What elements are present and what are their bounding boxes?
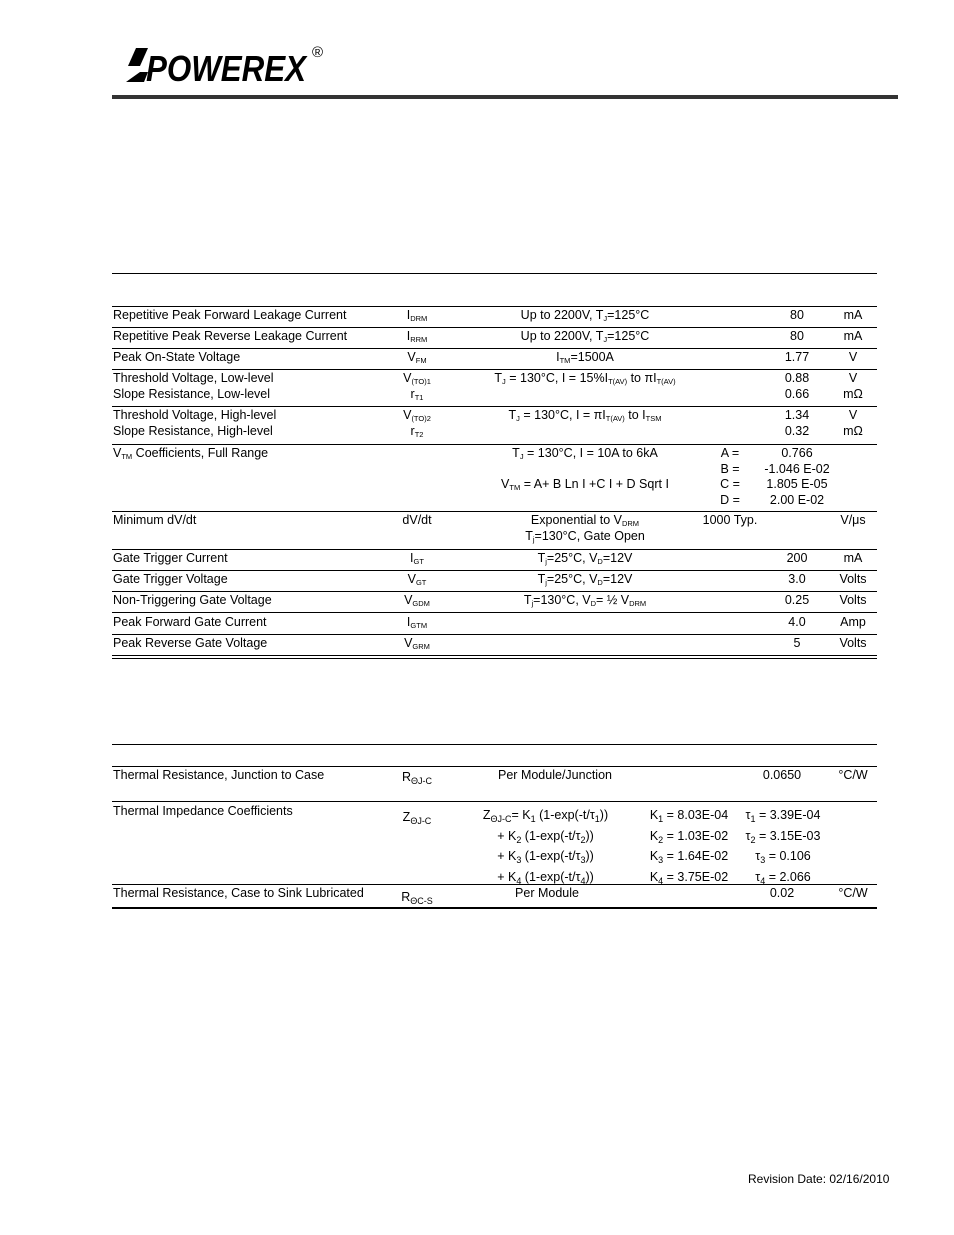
param-name: Gate Trigger Current: [113, 551, 228, 565]
value: 0.25: [784, 593, 810, 607]
condition: $T_J = 130^\circ C$, I = 10A to 6kA: [512, 446, 658, 461]
value: 0.32: [784, 424, 810, 438]
condition: Up to 2200V, $T_J=125^\circ C$: [520, 308, 650, 323]
coefficient-value: 0.766: [781, 446, 813, 460]
coefficient-value: 2.00 E-02: [769, 492, 825, 507]
row-divider: [112, 406, 877, 407]
symbol: $V_{GRM}$: [404, 636, 430, 651]
row-divider: [112, 612, 877, 613]
unit: mΩ: [843, 424, 863, 438]
revision-date: Revision Date: 02/16/2010: [748, 1172, 890, 1186]
symbol: $R_{\Theta C-S}$: [401, 890, 433, 906]
tau-coefficient: $\tau_3 = 0.106$: [755, 849, 811, 865]
unit: Volts: [839, 572, 867, 586]
coefficient-label: C =: [720, 477, 740, 491]
powerex-logo: [126, 46, 310, 84]
condition: $T_j=130^\circ C$, Gate Open: [525, 529, 645, 544]
symbol: $V_{FM}$: [407, 350, 427, 365]
param-name: Gate Trigger Voltage: [113, 572, 228, 586]
row-divider: [112, 327, 877, 328]
row-divider: [112, 444, 877, 445]
row-divider: [112, 801, 877, 802]
k-coefficient: $K_4 = 3.75E-02$: [649, 869, 729, 886]
k-coefficient: $K_1 = 8.03E-04$: [649, 808, 729, 824]
tau-coefficient: $\tau_4 = 2.066$: [755, 869, 811, 886]
header-rule: [112, 95, 898, 99]
param-name: Peak Forward Gate Current: [113, 615, 267, 629]
row-divider: [112, 658, 877, 659]
coefficient-label: B =: [720, 461, 740, 476]
row-divider: [112, 744, 877, 745]
symbol: $I_{DRM}$: [406, 308, 428, 323]
unit: Amp: [840, 615, 866, 629]
k-coefficient: $K_3 = 1.64E-02$: [649, 849, 729, 865]
param-name: Thermal Resistance, Junction to Case: [113, 768, 325, 782]
param-name: Minimum dV/dt: [113, 513, 197, 527]
condition: $T_J = 130^\circ C$, $I = 15\%I_{T(AV)}$ to $\pi I_{T(AV)}$: [494, 371, 676, 386]
symbol: $I_{GT}$: [410, 551, 424, 566]
value: 5: [793, 636, 801, 650]
row-divider: [112, 766, 877, 767]
row-divider: [112, 511, 877, 512]
symbol: $V_{(TO)1}$: [403, 371, 431, 386]
impedance-expression: + $K_4$ $(1-\exp(-t/\tau_4))$: [497, 869, 594, 886]
table-rule: [112, 273, 877, 274]
unit: °C/W: [838, 768, 868, 782]
condition: $T_j=130^\circ C$, $V_D=$ ½ $V_{DRM}$: [523, 593, 647, 608]
condition: Exponential to $V_{DRM}$: [530, 513, 640, 528]
coefficient-value: 1.805 E-05: [766, 477, 828, 491]
logo-text: POWEREX: [146, 48, 308, 84]
row-divider: [112, 306, 877, 307]
value: 1.34: [784, 408, 810, 422]
condition: Up to 2200V, $T_J=125^\circ C$: [520, 329, 650, 344]
param-name: Peak On-State Voltage: [113, 350, 241, 364]
param-name: $V_{TM}$ Coefficients, Full Range: [113, 446, 269, 461]
param-name: Slope Resistance, Low-level: [113, 387, 271, 401]
unit: Volts: [839, 593, 867, 607]
param-name: Non-Triggering Gate Voltage: [113, 593, 272, 607]
row-divider: [112, 570, 877, 571]
value: 0.02: [769, 886, 795, 900]
symbol: $V_{GT}$: [407, 572, 427, 587]
symbol: $I_{GTM}$: [406, 615, 428, 630]
value: 200: [786, 551, 808, 565]
coefficient-value: -1.046 E-02: [764, 461, 830, 476]
coefficient-label: A =: [720, 446, 740, 460]
unit: Volts: [839, 636, 867, 650]
row-divider: [112, 549, 877, 550]
unit: V: [848, 408, 858, 422]
symbol: $R_{\Theta J-C}$: [401, 770, 433, 786]
symbol: $V_{GDM}$: [404, 593, 430, 608]
condition: $T_j=25^\circ C$, $V_D=12V$: [537, 572, 633, 587]
value: 1.77: [784, 350, 810, 364]
impedance-expression: + $K_3$ $(1-\exp(-t/\tau_3))$: [497, 849, 594, 865]
row-divider: [112, 591, 877, 592]
row-divider: [112, 369, 877, 370]
unit: °C/W: [838, 886, 868, 900]
row-divider: [112, 655, 877, 656]
condition: Per Module: [515, 886, 579, 900]
tau-coefficient: $\tau_2 = 3.15E-03$: [745, 828, 821, 845]
param-name: Thermal Impedance Coefficients: [113, 804, 293, 818]
unit: mΩ: [843, 387, 863, 401]
condition: $I_{TM}=1500A$: [556, 350, 614, 365]
unit: V/μs: [840, 513, 866, 527]
symbol: dV/dt: [402, 513, 432, 527]
row-divider: [112, 634, 877, 635]
symbol: $Z_{\Theta J-C}$: [402, 810, 432, 826]
impedance-expression: $Z_{\Theta J-C}= K_1$ $(1-\exp(-t/\tau_1))$: [482, 808, 609, 824]
value: 4.0: [788, 615, 806, 629]
unit: mA: [843, 329, 863, 343]
unit: mA: [843, 308, 863, 322]
condition: $T_J = 130^\circ C$, $I = \pi I_{T(AV)}$ to $I_{TSM}$: [508, 408, 662, 423]
param-name: Slope Resistance, High-level: [113, 424, 273, 438]
param-name: Threshold Voltage, High-level: [113, 408, 277, 422]
coefficient-label: D =: [720, 492, 740, 507]
param-name: Repetitive Peak Reverse Leakage Current: [113, 329, 348, 343]
condition: $V_{TM} = A+ B$ Ln I +C I + D Sqrt I: [501, 477, 669, 492]
registered-mark: ®: [312, 44, 324, 61]
value: 3.0: [788, 572, 806, 586]
row-divider: [112, 907, 877, 909]
condition: $T_j=25^\circ C$, $V_D=12V$: [537, 551, 633, 566]
param-name: Peak Reverse Gate Voltage: [113, 636, 268, 650]
impedance-expression: + $K_2$ $(1-\exp(-t/\tau_2))$: [497, 828, 594, 845]
typical-value: 1000 Typ.: [702, 513, 758, 527]
k-coefficient: $K_2 = 1.03E-02$: [649, 828, 729, 845]
symbol: $I_{RRM}$: [406, 329, 428, 344]
param-name: Thermal Resistance, Case to Sink Lubricated: [113, 886, 364, 900]
unit: V: [848, 350, 858, 364]
value: 80: [790, 308, 804, 322]
unit: mA: [843, 551, 863, 565]
param-name: Threshold Voltage, Low-level: [113, 371, 274, 385]
condition: Per Module/Junction: [498, 768, 612, 782]
symbol: $r_{T1}$: [410, 387, 424, 402]
tau-coefficient: $\tau_1 = 3.39E-04$: [745, 808, 821, 824]
param-name: Repetitive Peak Forward Leakage Current: [113, 308, 347, 322]
value: 80: [790, 329, 804, 343]
value: 0.0650: [762, 768, 802, 782]
symbol: $r_{T2}$: [410, 424, 424, 439]
unit: V: [848, 371, 858, 385]
value: 0.66: [784, 387, 810, 401]
symbol: $V_{(TO)2}$: [403, 408, 431, 423]
value: 0.88: [784, 371, 810, 385]
row-divider: [112, 348, 877, 349]
